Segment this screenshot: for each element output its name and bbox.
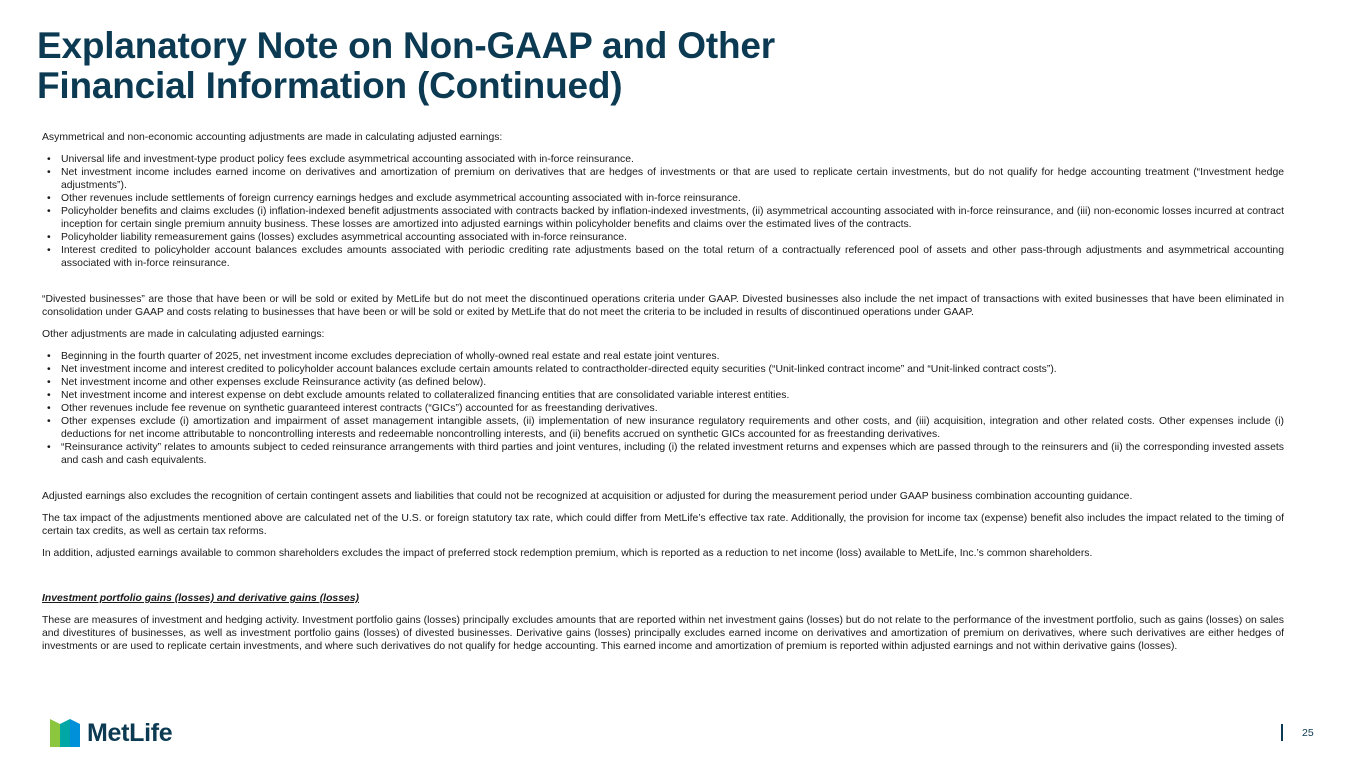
logo-text: MetLife xyxy=(87,718,173,747)
list-item: • Policyholder liability remeasurement gains (losses) excludes asymmetrical accounting associated with in-force reinsurance. xyxy=(42,231,1284,244)
main-content xyxy=(42,131,1284,653)
investment-section-body: These are measures of investment and hedging activity. Investment portfolio gains (losses) principally excludes amounts that are reported within net investment gains (losses) but do not relate to the performance of the investment portfolio, such as gains (losses) on sales and divestitures of businesses, as well as investment portfolio gains (losses) of divested businesses. Derivative gains (losses) principally excludes earned income on derivatives and amortization of premium on derivatives, where such derivatives are either hedges of investments or are used to replicate certain investments, and where such derivatives do not qualify for hedge accounting. This earned income and amortization of premium is reported within adjusted earnings and not within derivative gains (losses). xyxy=(42,615,1284,652)
investment-section-heading: Investment portfolio gains (losses) and derivative gains (losses) xyxy=(42,593,359,604)
divested-businesses-paragraph: “Divested businesses” are those that have been or will be sold or exited by MetLife but do not meet the discontinued operations criteria under GAAP. Divested businesses also include the net impact of transactions with exited businesses that have been eliminated in consolidation under GAAP and costs relating to businesses that have been or will be sold or exited by MetLife that do not meet the criteria to be included in results of discontinued operations under GAAP. xyxy=(42,294,1284,318)
list-item: • Interest credited to policyholder account balances excludes amounts associated with periodic crediting rate adjustments based on the total return of a contractually referenced pool of assets and other pass-through adjustments and asymmetrical accounting associated with in-force reinsurance. xyxy=(42,244,1284,270)
list-item: • Net investment income and other expenses exclude Reinsurance activity (as defined below). xyxy=(42,376,1284,389)
metlife-m-icon xyxy=(50,719,80,747)
page-title-line-2: Financial Information (Continued) xyxy=(37,65,623,106)
other-adjustments-list xyxy=(42,350,1284,467)
other-adjustments-intro: Other adjustments are made in calculating adjusted earnings: xyxy=(42,329,325,340)
list-item: • Beginning in the fourth quarter of 2025, net investment income excludes depreciation of wholly-owned real estate and real estate joint ventures. xyxy=(42,350,1284,363)
footer-divider xyxy=(1281,724,1283,741)
page-title-line-1: Explanatory Note on Non-GAAP and Other xyxy=(37,25,775,66)
asymmetrical-adjustments-intro: Asymmetrical and non-economic accounting adjustments are made in calculating adjusted earnings: xyxy=(42,132,503,143)
list-item: • Other expenses exclude (i) amortization and impairment of asset management intangible assets, (ii) implementation of new insurance regulatory requirements and other costs, and (iii) acquisition, integration and other related costs. Other expenses include (i) deductions for net income attributable to noncontrolling interests and redeemable noncontrolling interests, and (ii) benefits accrued on synthetic GICs accounted for as freestanding derivatives. xyxy=(42,415,1284,441)
list-item: • Policyholder benefits and claims excludes (i) inflation-indexed benefit adjustments associated with contracts backed by inflation-indexed investments, (ii) asymmetrical accounting associated with in-force reinsurance, and (iii) non-economic losses incurred at contract inception for certain single premium annuity business. These losses are amortized into adjusted earnings within policyholder benefits and claims over the estimated lives of the contracts. xyxy=(42,205,1284,231)
list-item: • Other revenues include fee revenue on synthetic guaranteed interest contracts (“GICs”) accounted for as freestanding derivatives. xyxy=(42,402,1284,415)
metlife-logo xyxy=(50,718,172,748)
preferred-stock-paragraph: In addition, adjusted earnings available to common shareholders excludes the impact of preferred stock redemption premium, which is reported as a reduction to net income (loss) available to MetLife, Inc.’s common shareholders. xyxy=(42,548,1093,559)
list-item: • Net investment income and interest expense on debt exclude amounts related to collateralized financing entities that are consolidated variable interest entities. xyxy=(42,389,1284,402)
list-item: • Net investment income includes earned income on derivatives and amortization of premium on derivatives that are hedges of investments or that are used to replicate certain investments, but do not qualify for hedge accounting treatment (“Investment hedge adjustments”). xyxy=(42,166,1284,192)
contingent-assets-paragraph: Adjusted earnings also excludes the recognition of certain contingent assets and liabilities that could not be recognized at acquisition or adjusted for during the measurement period under GAAP business combination accounting guidance. xyxy=(42,491,1133,502)
list-item: • Other revenues include settlements of foreign currency earnings hedges and exclude asymmetrical accounting associated with in-force reinsurance. xyxy=(42,192,1284,205)
list-item: • Net investment income and interest credited to policyholder account balances exclude certain amounts related to contractholder-directed equity securities (“Unit-linked contract income” and “Unit-linked contract costs”). xyxy=(42,363,1284,376)
page-number: 25 xyxy=(1302,727,1314,739)
page-title xyxy=(37,26,1037,106)
list-item: • “Reinsurance activity” relates to amounts subject to ceded reinsurance arrangements with third parties and joint ventures, including (i) the related investment returns and expenses which are passed through to the reinsurers and (ii) the corresponding invested assets and cash and cash equivalents. xyxy=(42,441,1284,467)
tax-impact-paragraph: The tax impact of the adjustments mentioned above are calculated net of the U.S. or foreign statutory tax rate, which could differ from MetLife’s effective tax rate. Additionally, the provision for income tax (expense) benefit also includes the impact related to the timing of certain tax credits, as well as certain tax reforms. xyxy=(42,513,1284,537)
list-item: • Universal life and investment-type product policy fees exclude asymmetrical accounting associated with in-force reinsurance. xyxy=(42,153,1284,166)
asymmetrical-adjustments-list xyxy=(42,153,1284,270)
